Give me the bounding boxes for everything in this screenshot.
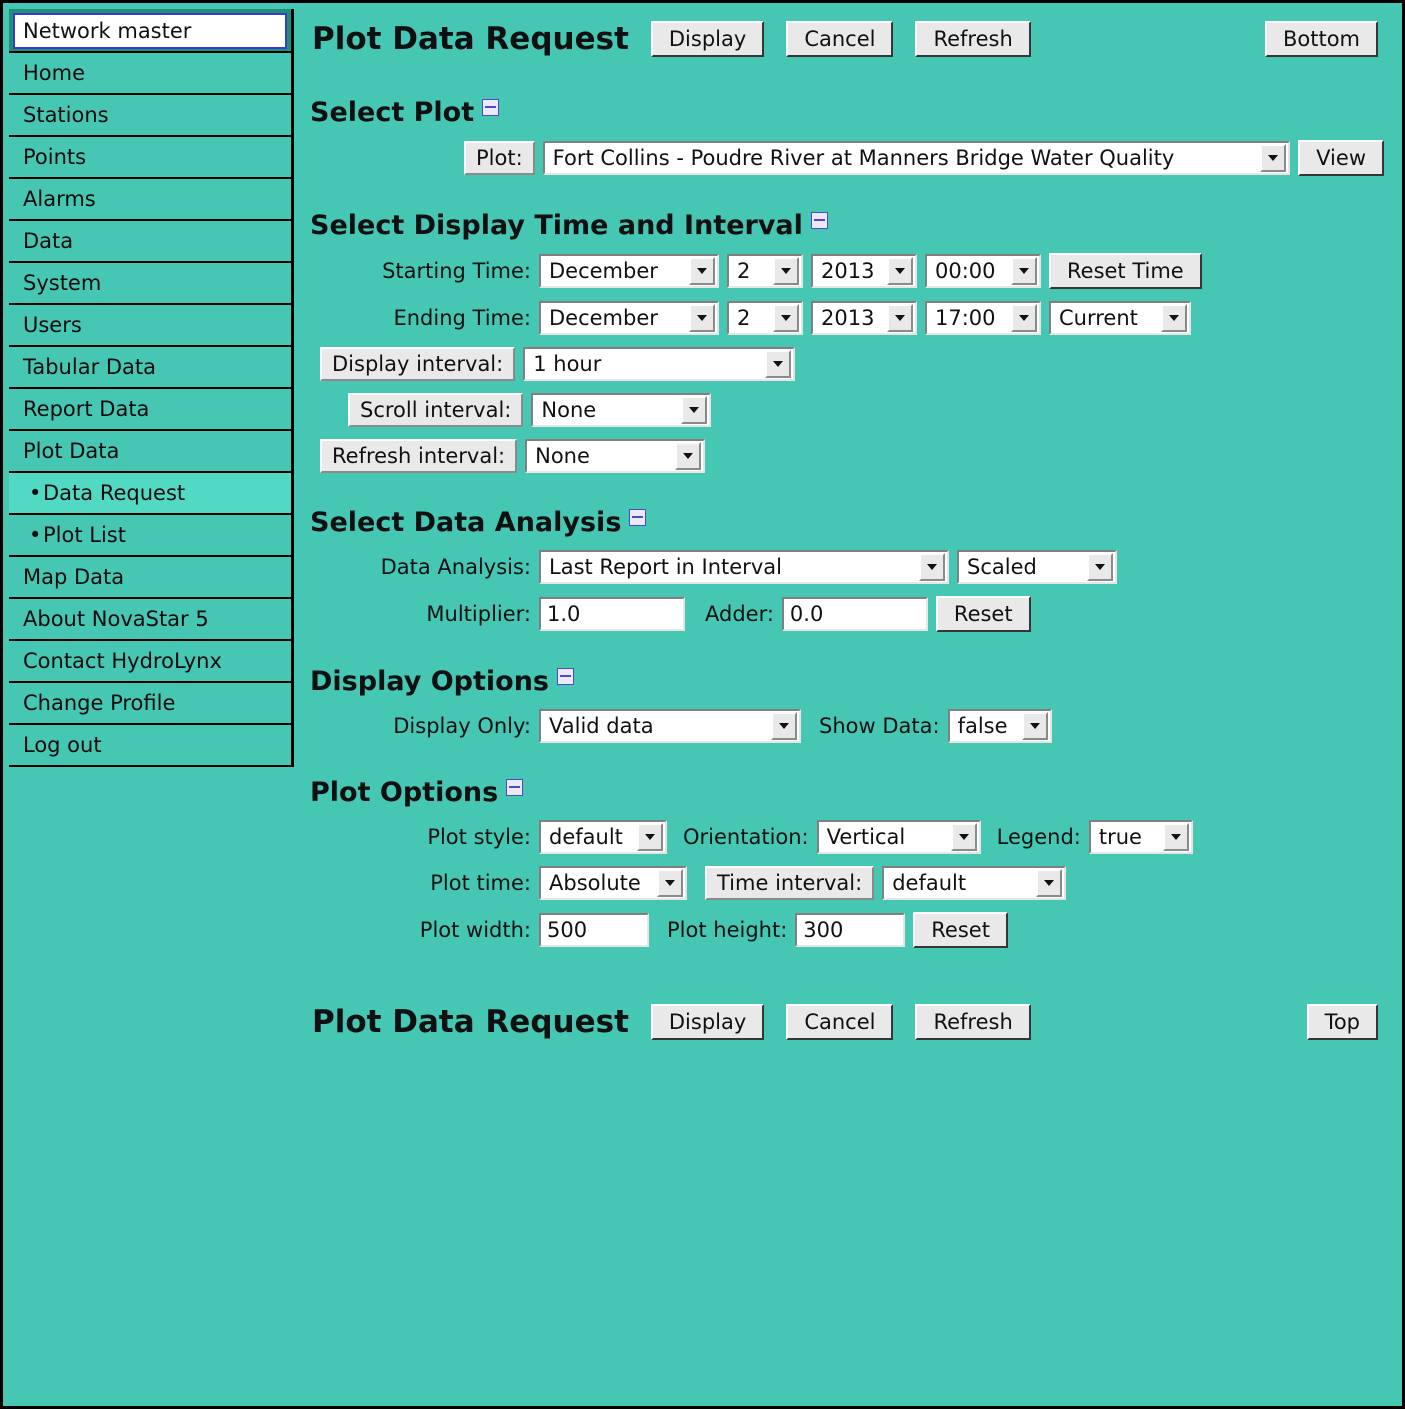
plot-style-row <box>306 820 1384 854</box>
orientation-label: Orientation: <box>683 825 809 849</box>
data-analysis-heading-label: Select Data Analysis <box>310 507 622 538</box>
chevron-down-icon <box>773 257 799 285</box>
time-interval-button-label[interactable]: Time interval: <box>705 866 874 900</box>
sidebar-item-data[interactable] <box>9 221 291 263</box>
start-day-value: 2 <box>737 259 751 283</box>
sidebar-item-label: About NovaStar 5 <box>23 607 209 631</box>
chevron-down-icon <box>1161 304 1187 332</box>
sidebar-item-plot-list[interactable] <box>9 515 291 557</box>
display-interval-select[interactable] <box>523 347 795 381</box>
start-time-select[interactable] <box>925 254 1041 288</box>
chevron-down-icon <box>887 257 913 285</box>
show-data-label: Show Data: <box>819 714 940 738</box>
display-only-label: Display Only: <box>393 714 531 738</box>
chevron-down-icon <box>1011 257 1037 285</box>
select-plot-heading <box>310 97 1384 128</box>
scroll-interval-value: None <box>541 398 597 422</box>
sidebar-item-label: Tabular Data <box>23 355 157 379</box>
reset-analysis-button[interactable]: Reset <box>936 596 1031 632</box>
display-options-heading <box>310 666 1384 697</box>
plot-height-label: Plot height: <box>667 918 788 942</box>
adder-input[interactable] <box>782 597 928 631</box>
chevron-down-icon <box>689 257 715 285</box>
start-year-value: 2013 <box>821 259 875 283</box>
show-data-select[interactable] <box>948 709 1052 743</box>
chevron-down-icon <box>637 823 663 851</box>
sidebar-item-log-out[interactable] <box>9 725 291 767</box>
chevron-down-icon <box>951 823 977 851</box>
display-only-select[interactable] <box>539 709 801 743</box>
chevron-down-icon <box>657 869 683 897</box>
sidebar-item-report-data[interactable] <box>9 389 291 431</box>
end-day-value: 2 <box>737 306 751 330</box>
reset-time-button[interactable]: Reset Time <box>1049 253 1202 289</box>
refresh-button-top[interactable]: Refresh <box>915 21 1030 57</box>
sidebar-item-system[interactable] <box>9 263 291 305</box>
end-year-value: 2013 <box>821 306 875 330</box>
scaled-select[interactable] <box>957 550 1117 584</box>
sidebar-item-contact-hydrolynx[interactable] <box>9 641 291 683</box>
sidebar-item-label: Map Data <box>23 565 125 589</box>
plot-options-heading-label: Plot Options <box>310 777 499 808</box>
sidebar-item-home[interactable] <box>9 51 291 95</box>
sidebar-item-about-novastar-5[interactable] <box>9 599 291 641</box>
end-current-select[interactable] <box>1049 301 1191 335</box>
end-year-select[interactable] <box>811 301 917 335</box>
adder-label: Adder: <box>705 602 774 626</box>
sidebar-item-change-profile[interactable] <box>9 683 291 725</box>
time-interval-heading-label: Select Display Time and Interval <box>310 210 803 241</box>
time-interval-heading <box>310 210 1384 241</box>
collapse-icon-time-interval[interactable] <box>811 212 828 229</box>
chevron-down-icon <box>771 712 797 740</box>
display-button-top[interactable]: Display <box>651 21 764 57</box>
multiplier-label: Multiplier: <box>426 602 531 626</box>
sidebar-item-label: System <box>23 271 102 295</box>
data-analysis-select[interactable] <box>539 550 949 584</box>
display-interval-row <box>320 347 1384 381</box>
chevron-down-icon <box>689 304 715 332</box>
plot-time-select[interactable] <box>539 866 687 900</box>
sidebar-item-label: Report Data <box>23 397 150 421</box>
page-title: Plot Data Request <box>312 21 629 57</box>
view-button[interactable]: View <box>1298 140 1384 176</box>
chevron-down-icon <box>773 304 799 332</box>
legend-select[interactable] <box>1089 820 1193 854</box>
sidebar-item-label: Home <box>23 61 86 85</box>
display-options-heading-label: Display Options <box>310 666 549 697</box>
sidebar <box>9 9 294 767</box>
sidebar-item-users[interactable] <box>9 305 291 347</box>
start-time-value: 00:00 <box>935 259 996 283</box>
cancel-button-top[interactable]: Cancel <box>786 21 893 57</box>
starting-time-row <box>306 253 1384 289</box>
data-analysis-heading <box>310 507 1384 538</box>
start-year-select[interactable] <box>811 254 917 288</box>
sidebar-item-label: Data <box>23 229 74 253</box>
main-content <box>294 9 1396 1400</box>
plot-style-label: Plot style: <box>427 825 531 849</box>
bullet-icon: • <box>29 481 42 505</box>
sidebar-item-tabular-data[interactable] <box>9 347 291 389</box>
collapse-icon-data-analysis[interactable] <box>629 509 646 526</box>
end-time-value: 17:00 <box>935 306 996 330</box>
network-title: Network master <box>13 13 287 49</box>
display-interval-label[interactable]: Display interval: <box>320 347 515 381</box>
plot-time-row <box>306 866 1384 900</box>
chevron-down-icon <box>1087 553 1113 581</box>
plot-row <box>464 140 1384 176</box>
plot-options-heading <box>310 777 1384 808</box>
sidebar-item-plot-data[interactable] <box>9 431 291 473</box>
end-month-select[interactable] <box>539 301 719 335</box>
collapse-icon-display-options[interactable] <box>557 668 574 685</box>
display-only-row <box>306 709 1384 743</box>
sidebar-item-label: Alarms <box>23 187 96 211</box>
sidebar-nav <box>9 51 291 767</box>
sidebar-item-data-request[interactable] <box>9 473 291 515</box>
cancel-button-bottom[interactable]: Cancel <box>786 1004 893 1040</box>
plot-width-input[interactable] <box>539 913 649 947</box>
refresh-interval-value: None <box>535 444 590 468</box>
scroll-interval-row <box>348 393 1384 427</box>
page-header <box>306 9 1384 63</box>
bullet-icon: • <box>29 523 42 547</box>
chevron-down-icon <box>765 350 791 378</box>
sidebar-item-alarms[interactable] <box>9 179 291 221</box>
end-month-value: December <box>549 306 658 330</box>
sidebar-item-label: Data Request <box>43 481 186 505</box>
collapse-icon-plot-options[interactable] <box>506 779 523 796</box>
show-data-value: false <box>957 714 1008 738</box>
reset-plot-size-button[interactable]: Reset <box>913 912 1008 948</box>
sidebar-item-points[interactable] <box>9 137 291 179</box>
sidebar-item-label: Points <box>23 145 87 169</box>
end-day-select[interactable] <box>727 301 803 335</box>
sidebar-item-label: Users <box>23 313 82 337</box>
data-analysis-value: Last Report in Interval <box>549 555 782 579</box>
display-only-value: Valid data <box>549 714 654 738</box>
scaled-value: Scaled <box>967 555 1037 579</box>
orientation-value: Vertical <box>826 825 906 849</box>
display-button-bottom[interactable]: Display <box>651 1004 764 1040</box>
sidebar-item-label: Contact HydroLynx <box>23 649 222 673</box>
multiplier-input[interactable] <box>539 597 685 631</box>
collapse-icon-select-plot[interactable] <box>482 99 499 116</box>
legend-value: true <box>1098 825 1142 849</box>
data-analysis-row <box>306 550 1384 584</box>
sidebar-item-label: Plot Data <box>23 439 120 463</box>
chevron-down-icon <box>887 304 913 332</box>
plot-select-value: Fort Collins - Poudre River at Manners Bridge Water Quality <box>552 146 1175 170</box>
chevron-down-icon <box>1260 144 1286 172</box>
select-plot-heading-label: Select Plot <box>310 97 475 128</box>
bottom-button[interactable]: Bottom <box>1265 21 1378 57</box>
orientation-select[interactable] <box>817 820 981 854</box>
plot-width-label: Plot width: <box>419 918 531 942</box>
data-analysis-label: Data Analysis: <box>380 555 531 579</box>
chevron-down-icon <box>1011 304 1037 332</box>
refresh-interval-label[interactable]: Refresh interval: <box>320 439 517 473</box>
footer-title: Plot Data Request <box>312 1004 629 1040</box>
sidebar-item-label: Change Profile <box>23 691 176 715</box>
chevron-down-icon <box>1036 869 1062 897</box>
chevron-down-icon <box>681 396 707 424</box>
plot-time-label: Plot time: <box>430 871 531 895</box>
scroll-interval-select[interactable] <box>531 393 711 427</box>
plot-style-select[interactable] <box>539 820 667 854</box>
start-day-select[interactable] <box>727 254 803 288</box>
multiplier-row <box>306 596 1384 632</box>
page-footer <box>306 1004 1384 1040</box>
sidebar-item-stations[interactable] <box>9 95 291 137</box>
chevron-down-icon <box>675 442 701 470</box>
plot-select[interactable] <box>543 141 1291 175</box>
sidebar-item-map-data[interactable] <box>9 557 291 599</box>
plot-time-value: Absolute <box>549 871 641 895</box>
chevron-down-icon <box>1022 712 1048 740</box>
refresh-interval-select[interactable] <box>525 439 705 473</box>
refresh-interval-row <box>320 439 1384 473</box>
start-month-value: December <box>549 259 658 283</box>
scroll-interval-label[interactable]: Scroll interval: <box>348 393 523 427</box>
plot-label[interactable]: Plot: <box>464 141 535 175</box>
ending-time-row <box>306 301 1384 335</box>
display-interval-value: 1 hour <box>533 352 602 376</box>
end-time-select[interactable] <box>925 301 1041 335</box>
starting-time-label: Starting Time: <box>382 259 531 283</box>
legend-label: Legend: <box>996 825 1081 849</box>
sidebar-item-label: Log out <box>23 733 102 757</box>
time-interval-select[interactable] <box>882 866 1066 900</box>
refresh-button-bottom[interactable]: Refresh <box>915 1004 1030 1040</box>
end-current-value: Current <box>1059 306 1138 330</box>
top-button[interactable]: Top <box>1307 1004 1378 1040</box>
plot-height-input[interactable] <box>795 913 905 947</box>
ending-time-label: Ending Time: <box>393 306 531 330</box>
sidebar-item-label: Plot List <box>43 523 126 547</box>
sidebar-item-label: Stations <box>23 103 109 127</box>
plot-size-row <box>306 912 1384 948</box>
plot-style-value: default <box>549 825 623 849</box>
chevron-down-icon <box>1163 823 1189 851</box>
start-month-select[interactable] <box>539 254 719 288</box>
chevron-down-icon <box>919 553 945 581</box>
time-interval-value: default <box>892 871 967 895</box>
